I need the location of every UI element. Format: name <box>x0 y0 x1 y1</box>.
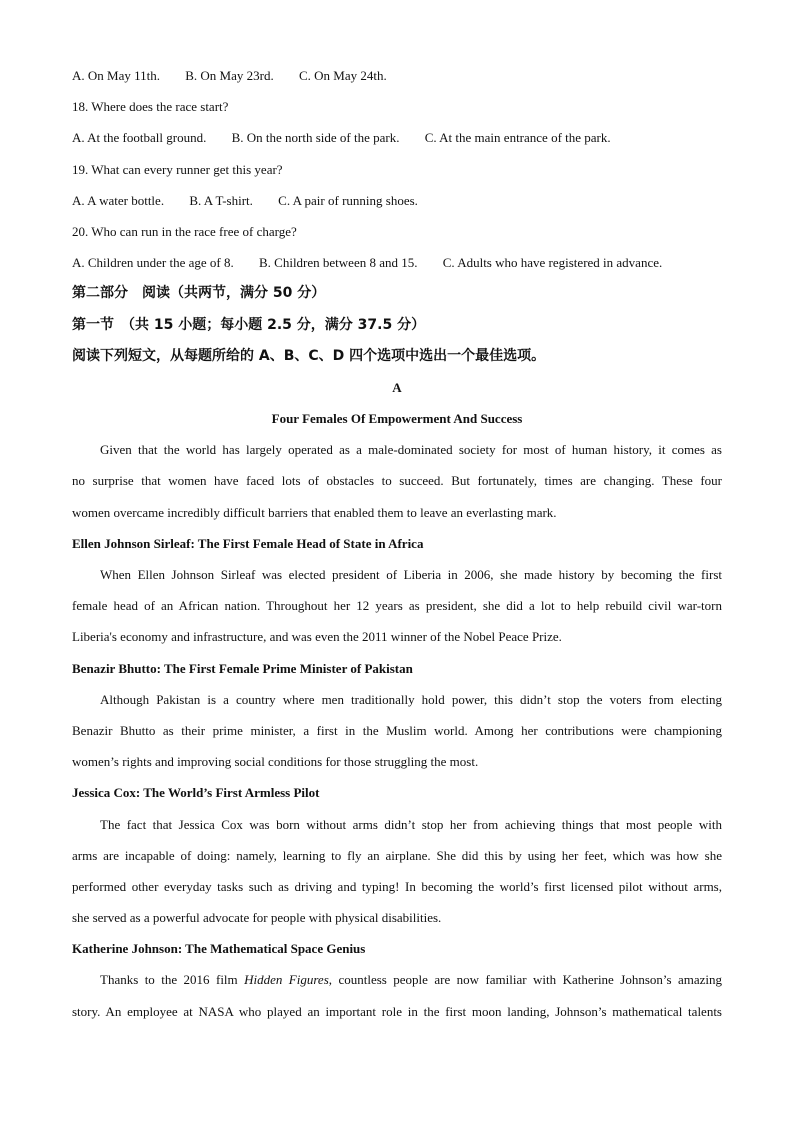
heading-johnson: Katherine Johnson: The Mathematical Space Genius <box>72 941 366 957</box>
sirleaf-line-1: When Ellen Johnson Sirleaf was elected president of Liberia in 2006, she made history by becoming the first <box>100 567 722 582</box>
q18-option-c: C. At the main entrance of the park. <box>424 130 611 146</box>
q20-options <box>72 247 722 278</box>
exam-page <box>72 60 722 1027</box>
intro-line-2: no surprise that women have faced lots of obstacles to succeed. But fortunately, times are changing. These four <box>72 473 722 489</box>
heading-sirleaf: Ellen Johnson Sirleaf: The First Female Head of State in Africa <box>72 535 424 551</box>
q17-option-b: B. On May 23rd. <box>185 68 274 83</box>
cox-line-1: The fact that Jessica Cox was born without arms didn’t stop her from achieving things that most people with <box>100 816 722 832</box>
cox-line-2: arms are incapable of doing: namely, learning to fly an airplane. She did this by using her feet, which was how she <box>72 847 722 863</box>
q20-option-b: B. Children between 8 and 15. <box>258 255 418 271</box>
film-title: Hidden Figures <box>244 972 329 988</box>
johnson-line-2: story. An employee at NASA who played an important role in the first moon landing, Johnson’s mathematical talents <box>72 1003 722 1019</box>
q18-question: 18. Where does the race start? <box>72 99 229 115</box>
q20-question: 20. Who can run in the race free of charge? <box>72 223 297 239</box>
q20-option-a: A. Children under the age of 8. <box>72 255 234 271</box>
q19-question: 19. What can every runner get this year? <box>72 161 283 177</box>
q18-option-b: B. On the north side of the park. <box>231 130 400 146</box>
q17-option-a: A. On May 11th. <box>72 68 160 83</box>
q19-option-c: C. A pair of running shoes. <box>278 192 418 208</box>
q19-option-b: B. A T-shirt. <box>189 192 253 208</box>
q17-option-c: C. On May 24th. <box>298 68 387 83</box>
bhutto-line-2: Benazir Bhutto as their prime minister, a first in the Muslim world. Among her contributions were championing <box>72 722 722 738</box>
reading-instruction: 阅读下列短文，从每题所给的 A、B、C、D 四个选项中选出一个最佳选项。 <box>72 347 546 364</box>
passage-letter: A <box>392 379 402 395</box>
johnson-line-1 <box>72 964 722 995</box>
q17-options <box>72 60 722 91</box>
johnson-line-1-suffix: , countless people are now familiar with Katherine Johnson’s amazing <box>328 972 723 988</box>
sirleaf-line-2: female head of an African nation. Throughout her 12 years as president, she did a lot to help rebuild civil war-torn <box>72 598 722 614</box>
section-one-heading: 第一节 （共 15 小题；每小题 2.5 分，满分 37.5 分） <box>72 316 426 333</box>
part-two-heading: 第二部分 阅读（共两节，满分 50 分） <box>72 285 326 302</box>
heading-bhutto: Benazir Bhutto: The First Female Prime Minister of Pakistan <box>72 660 413 676</box>
intro-line-1: Given that the world has largely operated as a male-dominated society for most of human history, it comes as <box>100 442 722 458</box>
cox-line-4: she served as a powerful advocate for people with physical disabilities. <box>72 910 442 926</box>
q19-options <box>72 185 722 216</box>
passage-title: Four Females Of Empowerment And Success <box>271 411 523 427</box>
heading-cox: Jessica Cox: The World’s First Armless Pilot <box>72 785 320 801</box>
q20-option-c: C. Adults who have registered in advance. <box>442 255 663 271</box>
johnson-line-1-prefix: Thanks to the 2016 film <box>100 972 245 988</box>
bhutto-line-3: women’s rights and improving social conditions for those struggling the most. <box>72 754 479 770</box>
q18-options <box>72 122 722 153</box>
q19-option-a: A. A water bottle. <box>72 192 165 208</box>
bhutto-line-1: Although Pakistan is a country where men traditionally hold power, this didn’t stop the voters from electing <box>100 691 722 707</box>
intro-line-3: women overcame incredibly difficult barriers that enabled them to leave an everlasting mark. <box>72 504 557 520</box>
q18-option-a: A. At the football ground. <box>72 130 207 146</box>
sirleaf-line-3: Liberia's economy and infrastructure, and was even the 2011 winner of the Nobel Peace Prize. <box>72 629 562 645</box>
cox-line-3: performed other everyday tasks such as driving and typing! In becoming the world’s first licensed pilot without arms, <box>72 878 722 894</box>
